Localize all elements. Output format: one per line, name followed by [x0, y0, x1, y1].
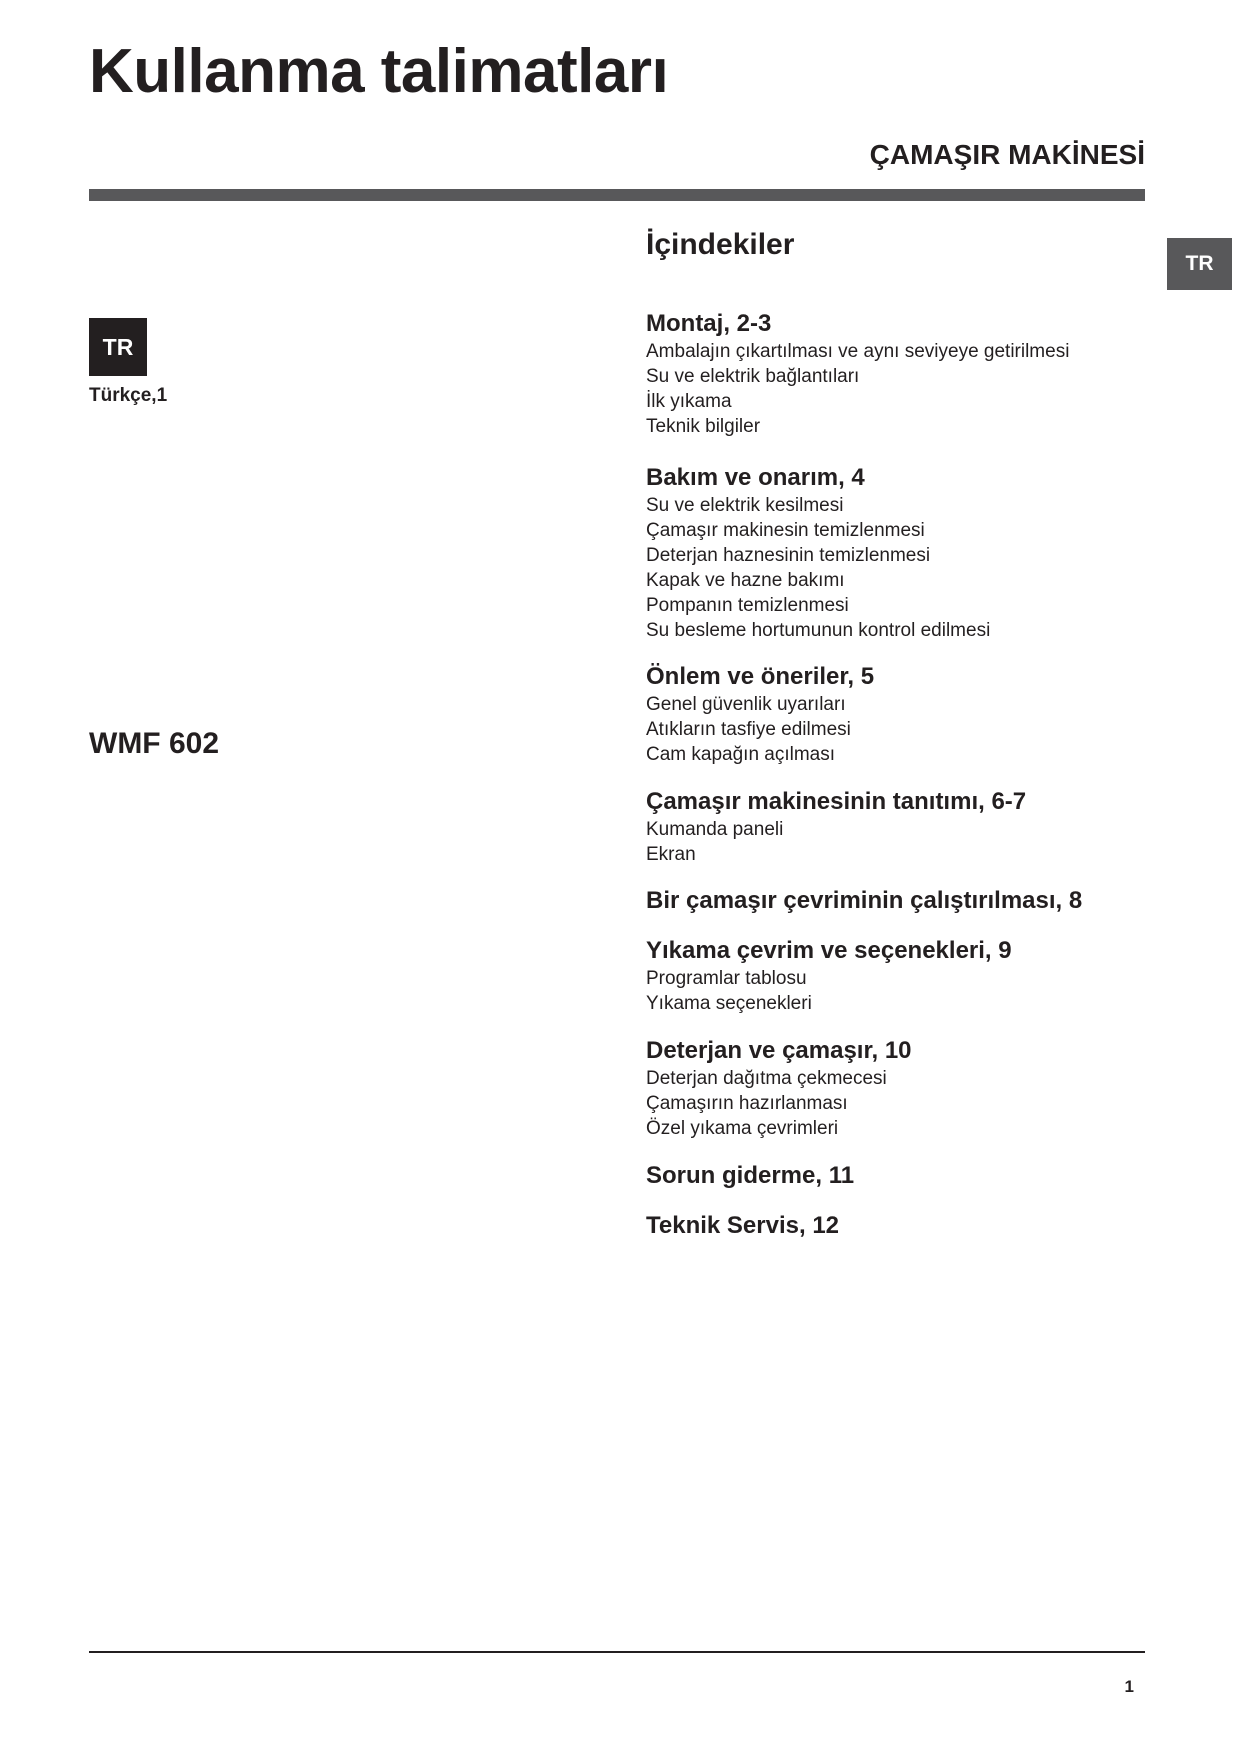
model-name: WMF 602 — [89, 727, 220, 760]
toc-item: Ambalajın çıkartılması ve aynı seviyeye getirilmesi — [646, 341, 1070, 362]
toc-section — [646, 787, 1026, 867]
toc-heading: İçindekiler — [646, 228, 795, 261]
toc-item: Atıkların tasfiye edilmesi — [646, 719, 851, 740]
toc-section — [646, 1036, 912, 1141]
toc-item: Su ve elektrik kesilmesi — [646, 495, 844, 516]
toc-section-title: Yıkama çevrim ve seçenekleri, 9 — [646, 937, 1012, 964]
toc-section-title: Deterjan ve çamaşır, 10 — [646, 1037, 912, 1064]
toc-section — [646, 886, 1082, 916]
toc-item: Çamaşır makinesin temizlenmesi — [646, 520, 925, 541]
toc-item: İlk yıkama — [646, 391, 732, 412]
toc-item: Deterjan dağıtma çekmecesi — [646, 1068, 887, 1089]
toc-section — [646, 309, 1069, 439]
toc-section-title: Montaj, 2-3 — [646, 310, 772, 337]
toc-section — [646, 936, 1012, 1016]
toc-item: Ekran — [646, 844, 696, 865]
toc-item: Genel güvenlik uyarıları — [646, 694, 846, 715]
toc-item: Özel yıkama çevrimleri — [646, 1118, 839, 1139]
toc-section-title: Çamaşır makinesinin tanıtımı, 6-7 — [646, 788, 1027, 815]
toc-item: Cam kapağın açılması — [646, 744, 836, 765]
toc-section-title: Önlem ve öneriler, 5 — [646, 663, 875, 690]
toc-section-title: Sorun giderme, 11 — [646, 1162, 855, 1189]
toc-item: Su ve elektrik bağlantıları — [646, 366, 860, 387]
toc-item: Kapak ve hazne bakımı — [646, 570, 845, 591]
document-title: Kullanma talimatları — [89, 37, 669, 106]
toc-item: Kumanda paneli — [646, 819, 784, 840]
product-type: ÇAMAŞIR MAKİNESİ — [869, 139, 1145, 170]
toc-section — [646, 463, 990, 643]
toc-section — [646, 1161, 854, 1191]
toc-section-title: Bir çamaşır çevriminin çalıştırılması, 8 — [646, 887, 1083, 914]
toc-section-title: Teknik Servis, 12 — [646, 1212, 840, 1239]
toc-item: Deterjan haznesinin temizlenmesi — [646, 545, 931, 566]
toc-item: Su besleme hortumunun kontrol edilmesi — [646, 620, 991, 641]
toc-section — [646, 662, 874, 767]
toc-item: Pompanın temizlenmesi — [646, 595, 849, 616]
toc-item: Çamaşırın hazırlanması — [646, 1093, 848, 1114]
language-page-ref: Türkçe,1 — [89, 385, 168, 406]
language-badge: TR — [89, 318, 147, 376]
page-number: 1 — [1124, 1677, 1134, 1696]
toc-item: Programlar tablosu — [646, 968, 807, 989]
toc-item: Teknik bilgiler — [646, 416, 761, 437]
language-side-tab: TR — [1167, 238, 1232, 290]
header-divider — [89, 189, 1145, 201]
toc-item: Yıkama seçenekleri — [646, 993, 812, 1014]
toc-section — [646, 1211, 839, 1241]
footer-divider — [89, 1651, 1145, 1653]
toc-section-title: Bakım ve onarım, 4 — [646, 464, 865, 491]
